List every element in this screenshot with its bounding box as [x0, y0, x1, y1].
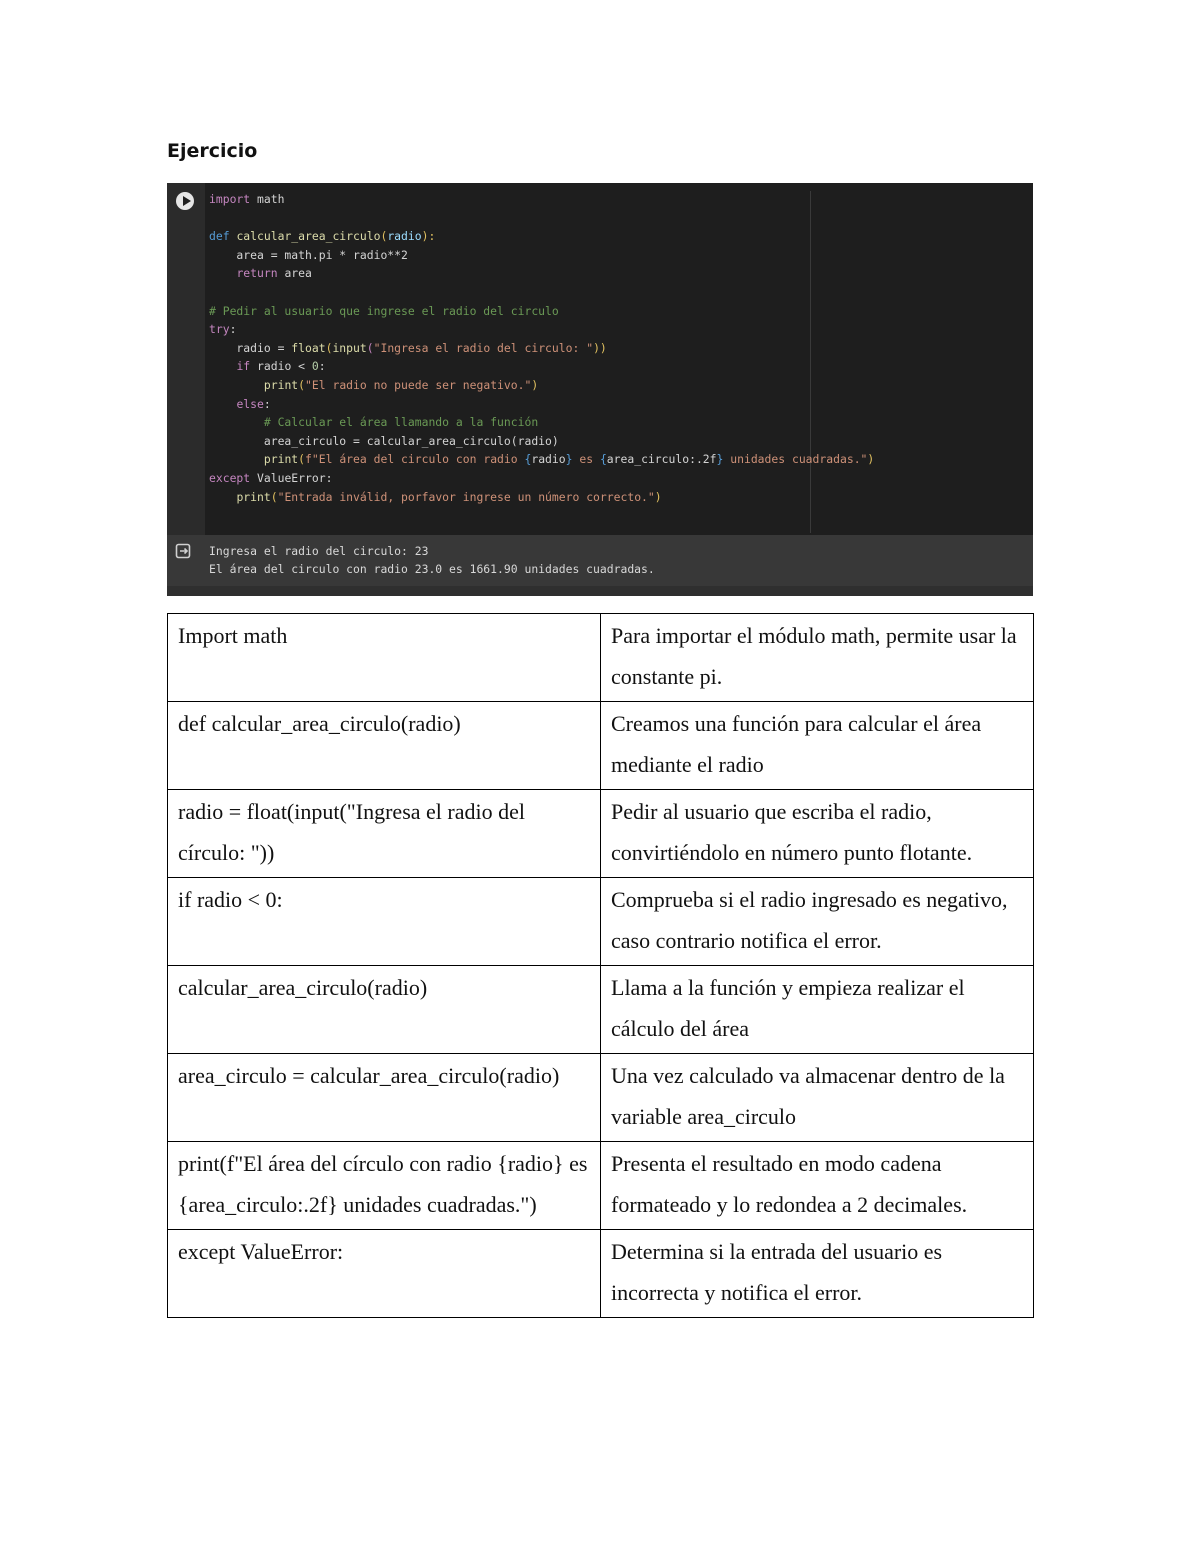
code-token: def	[209, 229, 230, 244]
code-token: )	[654, 489, 662, 504]
code-line	[209, 413, 1033, 432]
code-line	[209, 469, 1033, 488]
code-token: ))	[593, 340, 607, 355]
code-line	[209, 209, 1033, 228]
explanation-cell-text: Creamos una función para calcular el área mediante el radio	[601, 702, 1034, 790]
explanation-cell-text: Presenta el resultado en modo cadena formateado y lo redondea a 2 decimales.	[601, 1142, 1034, 1230]
code-token: }	[716, 452, 724, 467]
explanation-cell-text: Llama a la función y empieza realizar el cálculo del área	[601, 966, 1034, 1054]
code-token: )	[867, 452, 875, 467]
code-token: :	[263, 396, 271, 411]
code-token: print	[263, 377, 299, 392]
table-row	[168, 702, 1034, 790]
table-row	[168, 1230, 1034, 1318]
code-token: ):	[421, 229, 436, 244]
code-line	[209, 376, 1033, 395]
code-token: }	[565, 452, 573, 467]
code-cell-text: except ValueError:	[168, 1230, 601, 1318]
code-token: (	[380, 229, 388, 244]
code-line	[209, 450, 1033, 469]
code-cell	[167, 183, 1033, 596]
output-line-result: El área del circulo con radio 23.0 es 1661.90 unidades cuadradas.	[209, 562, 655, 576]
code-token: :	[229, 322, 237, 337]
code-token	[209, 397, 236, 411]
code-token: (	[366, 340, 374, 355]
code-line	[209, 190, 1033, 209]
code-token: area_circulo:.2f	[606, 452, 717, 467]
code-token	[209, 490, 236, 504]
table-row	[168, 878, 1034, 966]
table-row	[168, 790, 1034, 878]
table-row	[168, 1142, 1034, 1230]
code-token: radio =	[209, 340, 292, 355]
table-row	[168, 614, 1034, 702]
code-token	[209, 359, 236, 373]
code-cell-text: Import math	[168, 614, 601, 702]
code-token: es	[572, 452, 600, 467]
code-cell-text: def calcular_area_circulo(radio)	[168, 702, 601, 790]
output-line-prompt: Ingresa el radio del circulo: 23	[209, 544, 429, 558]
code-cell-text: area_circulo = calcular_area_circulo(radio)	[168, 1054, 601, 1142]
code-line	[209, 246, 1033, 265]
code-token: {	[524, 452, 532, 467]
code-token: f"El área del circulo con radio	[305, 452, 525, 467]
code-token: )	[531, 377, 539, 392]
play-icon[interactable]	[176, 192, 194, 210]
code-token: area_circulo = calcular_area_circulo(radio)	[209, 433, 559, 448]
code-line	[209, 227, 1033, 246]
code-token: :	[318, 359, 326, 374]
explanation-cell-text: Pedir al usuario que escriba el radio, convirtiéndolo en número punto flotante.	[601, 790, 1034, 878]
code-token: "Ingresa el radio del circulo: "	[373, 340, 594, 355]
code-token: float	[291, 340, 326, 355]
code-token: # Calcular el área llamando a la función	[209, 415, 539, 430]
code-line	[209, 302, 1033, 321]
code-token: radio <	[250, 359, 312, 374]
code-line	[209, 395, 1033, 414]
explanation-cell-text: Determina si la entrada del usuario es incorrecta y notifica el error.	[601, 1230, 1034, 1318]
code-token: radio	[531, 452, 566, 467]
code-token: return	[236, 266, 278, 281]
code-token: (	[298, 452, 306, 467]
page-heading: Ejercicio	[167, 140, 258, 162]
code-line	[209, 357, 1033, 376]
code-token: "El radio no puede ser negativo."	[305, 377, 532, 392]
explanation-cell-text: Una vez calculado va almacenar dentro de la variable area_circulo	[601, 1054, 1034, 1142]
code-token: 0	[311, 359, 319, 374]
explanation-table	[167, 613, 1034, 1318]
code-token: math	[250, 192, 285, 206]
table-row	[168, 966, 1034, 1054]
code-line	[209, 432, 1033, 451]
code-token	[209, 266, 236, 280]
table-row	[168, 1054, 1034, 1142]
code-token: unidades cuadradas."	[723, 452, 868, 467]
code-cell-text: if radio < 0:	[168, 878, 601, 966]
code-editor[interactable]	[209, 190, 1033, 530]
code-token: area	[277, 266, 312, 281]
cell-gutter	[167, 183, 205, 535]
code-line	[209, 264, 1033, 283]
code-token: radio	[387, 229, 422, 244]
cell-output	[167, 535, 1033, 596]
code-line	[209, 339, 1033, 358]
code-token: ValueError:	[250, 470, 333, 485]
code-token: (	[298, 377, 306, 392]
code-cell-text: calcular_area_circulo(radio)	[168, 966, 601, 1054]
code-cell-text: radio = float(input("Ingresa el radio del círculo: "))	[168, 790, 601, 878]
code-token: input	[332, 340, 367, 355]
code-cell-text: print(f"El área del círculo con radio {radio} es {area_circulo:.2f} unidades cuadradas.")	[168, 1142, 601, 1230]
code-token: # Pedir al usuario que ingrese el radio del circulo	[209, 303, 559, 318]
code-token: calcular_area_circulo	[236, 229, 381, 244]
code-token	[209, 378, 264, 392]
code-line	[209, 283, 1033, 302]
code-line	[209, 320, 1033, 339]
output-scroll-strip	[167, 586, 1033, 596]
code-line	[209, 488, 1033, 507]
code-token: (	[270, 489, 278, 504]
code-token: print	[236, 489, 271, 504]
code-token: import	[209, 192, 251, 206]
code-token: {	[599, 452, 607, 467]
explanation-cell-text: Comprueba si el radio ingresado es negativo, caso contrario notifica el error.	[601, 878, 1034, 966]
output-arrow-icon[interactable]	[175, 543, 191, 559]
code-token: print	[263, 452, 299, 467]
code-token: area = math.pi * radio**2	[209, 247, 408, 262]
code-token: if	[236, 359, 251, 374]
explanation-cell-text: Para importar el módulo math, permite usar la constante pi.	[601, 614, 1034, 702]
code-token: except	[209, 470, 251, 485]
code-token: try	[209, 322, 230, 337]
code-token: else	[236, 396, 264, 411]
code-token: "Entrada inválid, porfavor ingrese un número correcto."	[277, 489, 655, 504]
code-token	[209, 452, 264, 466]
code-token: (	[325, 340, 333, 355]
